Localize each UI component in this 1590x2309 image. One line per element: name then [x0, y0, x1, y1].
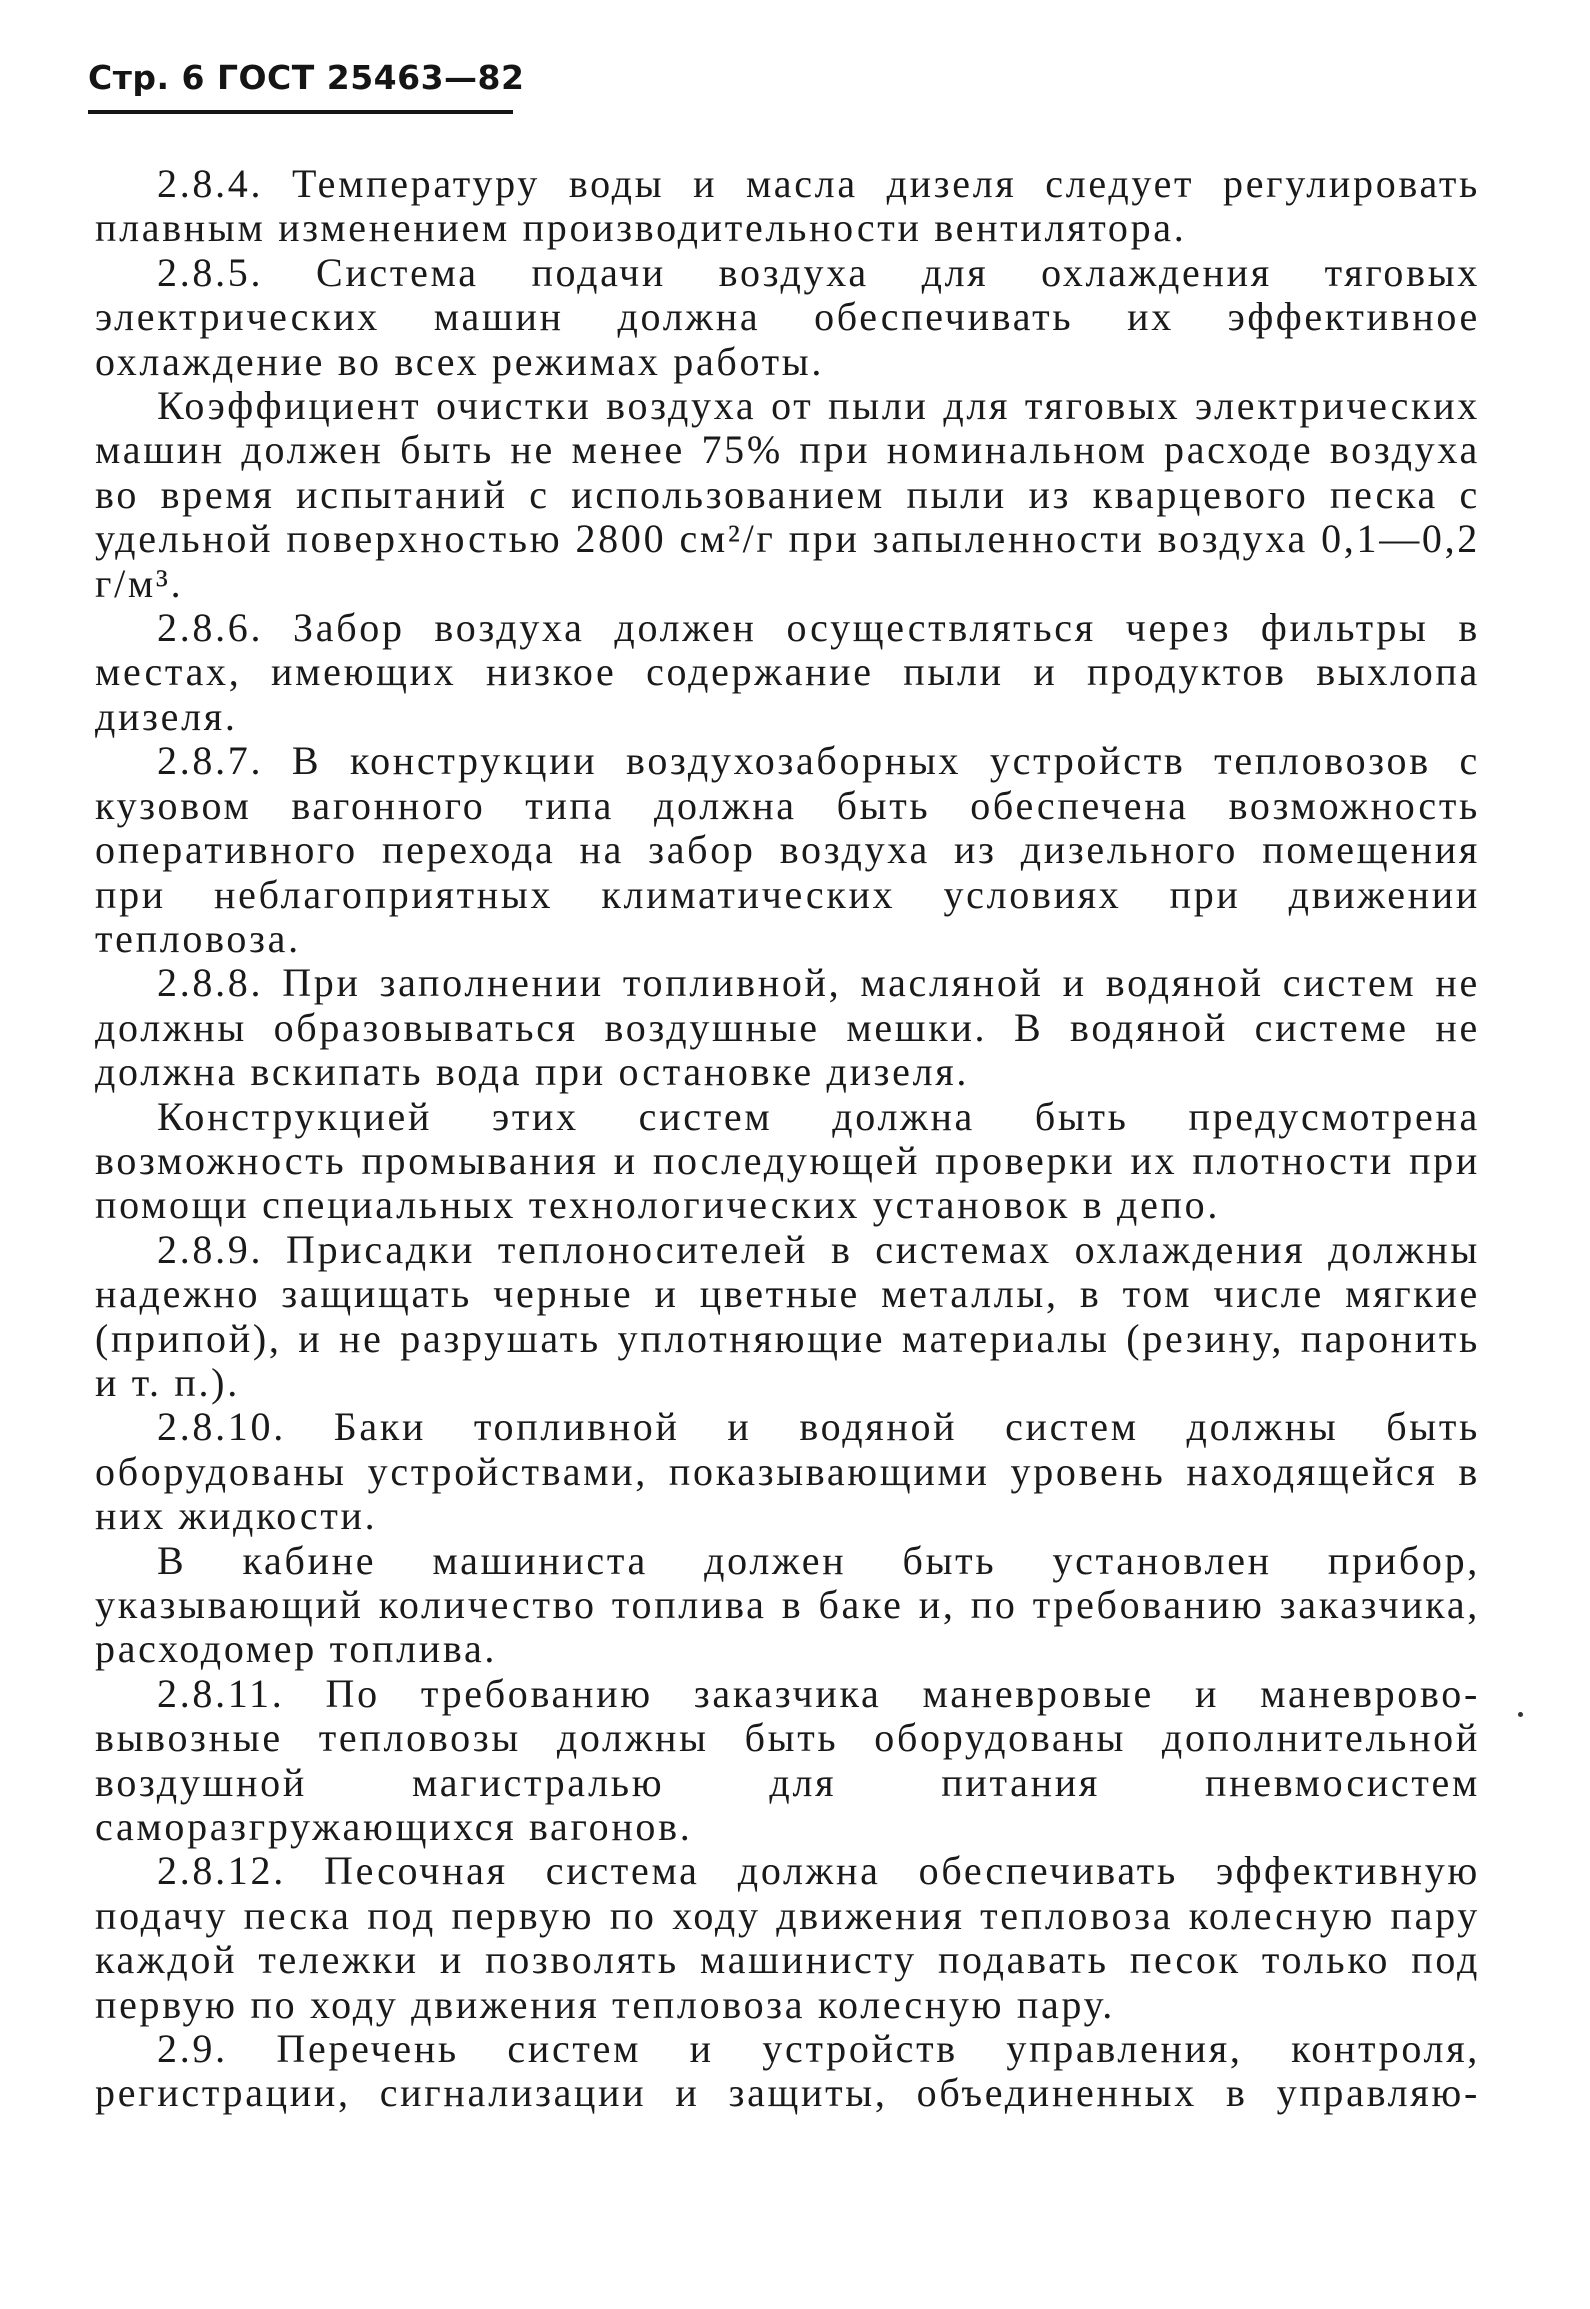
- paragraph-2-8-7: 2.8.7. В конструкции воздухозаборных устройств тепловозов с кузовом вагонного типа должна быть обеспечена возможность оперативного перехода на забор воздуха из дизельного помещения при неблагоприятных климатических условиях при движении тепловоза.: [95, 738, 1480, 961]
- paragraph-cab-fuel-gauge: В кабине машиниста должен быть установлен прибор, указывающий количество топлива в баке и, по требованию заказчика, расходомер топлива.: [95, 1537, 1480, 1672]
- paragraph-2-8-5: 2.8.5. Система подачи воздуха для охлаждения тяговых электрических машин должна обеспечивать их эффективное охлаждение во всех режимах работы.: [95, 249, 1480, 384]
- paragraph-2-8-9: 2.8.9. Присадки теплоносителей в системах охлаждения должны надежно защищать черные и цветные металлы, в том числе мягкие (припой), и не разрушать уплотняющие материалы (резину, паронить и т. п.).: [95, 1226, 1480, 1405]
- paragraph-systems-design: Конструкцией этих систем должна быть предусмотрена возможность промывания и последующей проверки их плотности при помощи специальных технологических установок в депо.: [95, 1093, 1480, 1228]
- header-rule: [88, 110, 513, 114]
- paragraph-2-8-12: 2.8.12. Песочная система должна обеспечивать эффективную подачу песка под первую по ходу движения тепловоза колесную пару каждой тележки и позволять машинисту подавать песок только под первую по ходу движения тепловоза колесную пару.: [95, 1848, 1480, 2027]
- paragraph-2-8-11: 2.8.11. По требованию заказчика маневровые и маневрово-вывозные тепловозы должны быть оборудованы дополнительной воздушной магистралью для питания пневмосистем саморазгружающихся вагонов.: [95, 1670, 1480, 1850]
- paragraph-2-9: 2.9. Перечень систем и устройств управления, контроля, регистрации, сигнализации и защиты, объединенных в управляю-: [95, 2026, 1480, 2116]
- paragraph-2-8-4: 2.8.4. Температуру воды и масла дизеля следует регулировать плавным изменением производительности вентилятора.: [95, 161, 1480, 251]
- paragraph-2-8-8: 2.8.8. При заполнении топливной, масляной и водяной систем не должны образовываться воздушные мешки. В водяной системе не должна вскипать вода при остановке дизеля.: [95, 960, 1480, 1095]
- paragraph-air-cleaning-coefficient: Коэффициент очистки воздуха от пыли для тяговых электрических машин должен быть не менее 75% при номинальном расходе воздуха во время испытаний с использованием пыли из кварцевого песка с удельной поверхностью 2800 см²/г при запыленности воздуха 0,1—0,2 г/м³.: [95, 383, 1480, 606]
- scan-speck: [1518, 1712, 1523, 1717]
- paragraph-2-8-10: 2.8.10. Баки топливной и водяной систем должны быть оборудованы устройствами, показывающими уровень находящейся в них жидкости.: [95, 1404, 1480, 1539]
- paragraph-2-8-6: 2.8.6. Забор воздуха должен осуществляться через фильтры в местах, имеющих низкое содержание пыли и продуктов выхлопа дизеля.: [95, 605, 1480, 739]
- running-head: Стр. 6 ГОСТ 25463—82: [88, 58, 525, 97]
- body-text: [95, 162, 1480, 2116]
